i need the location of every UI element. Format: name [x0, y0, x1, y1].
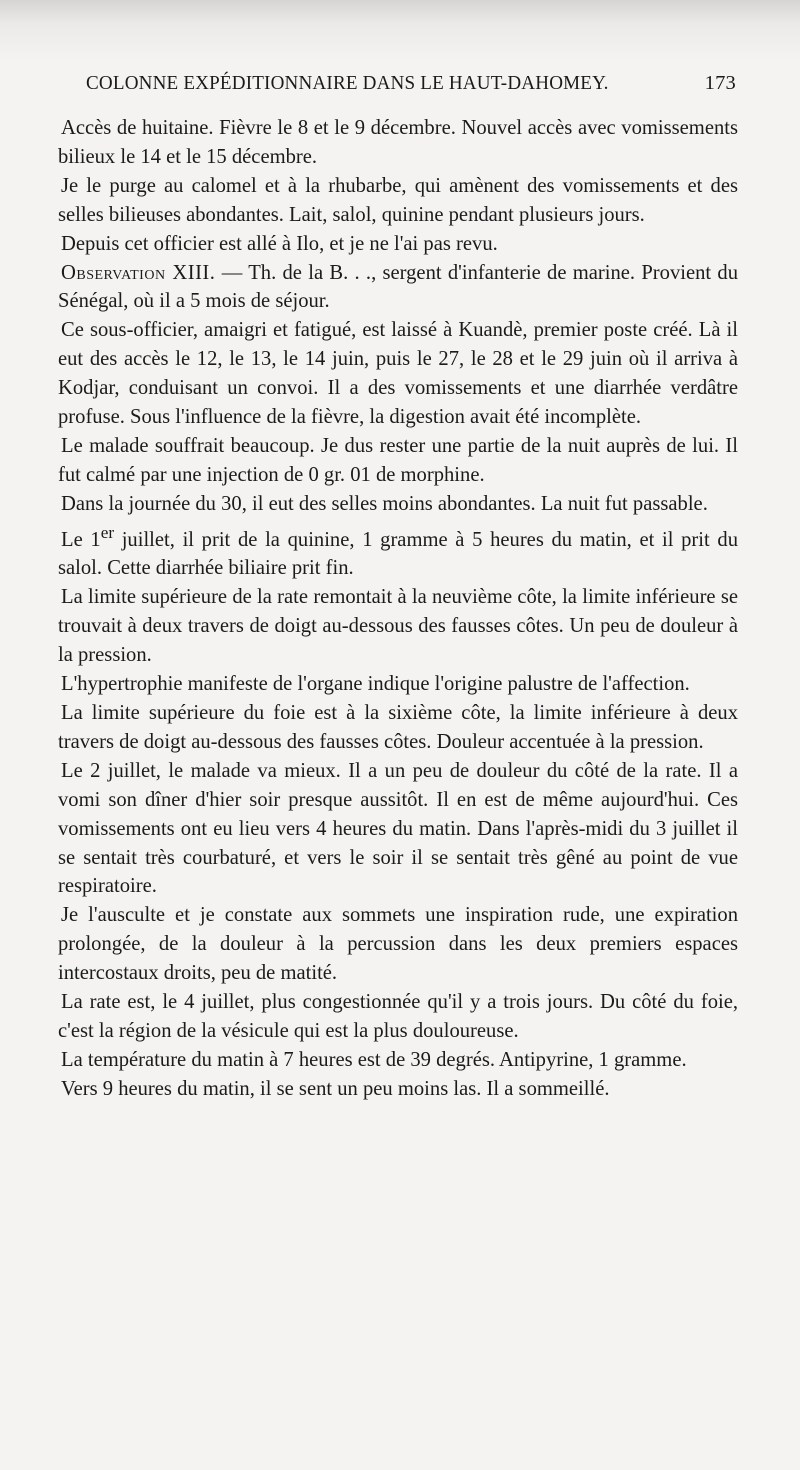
- paragraph-11: La limite supérieure du foie est à la sixième côte, la limite inférieure à deux travers de doigt au-dessous des fausses côtes. Douleur accentuée à la pression.: [58, 701, 738, 753]
- paragraph-2: Je le purge au calomel et à la rhubarbe, qui amènent des vomissements et des selles bilieuses abondantes. Lait, salol, quinine pendant plusieurs jours.: [58, 174, 738, 226]
- paragraph-13: Je l'ausculte et je constate aux sommets une inspiration rude, une expiration prolongée, de la douleur à la percussion dans les deux premiers espaces intercostaux droits, peu de matité.: [58, 904, 738, 985]
- paragraph-4: [58, 259, 738, 317]
- paragraph-10: L'hypertrophie manifeste de l'organe indique l'origine palustre de l'affection.: [61, 673, 690, 696]
- date-first-superscript: er: [100, 522, 115, 542]
- observation-text: — Th. de la B. . ., sergent d'infanterie de marine. Provient du Sénégal, où il a 5 mois de séjour.: [58, 261, 738, 313]
- paragraph-7: Dans la journée du 30, il eut des selles moins abondantes. La nuit fut passable.: [61, 492, 708, 515]
- running-head: [86, 72, 736, 104]
- running-title: COLONNE EXPÉDITIONNAIRE DANS LE HAUT-DAHOMEY.: [86, 72, 609, 94]
- paragraph-1: Accès de huitaine. Fièvre le 8 et le 9 décembre. Nouvel accès avec vomissements bilieux le 14 et le 15 décembre.: [58, 117, 738, 168]
- date-first: Le 1: [61, 528, 101, 551]
- paragraph-3: Depuis cet officier est allé à Ilo, et je ne l'ai pas revu.: [61, 232, 498, 255]
- date-first-text: juillet, il prit de la quinine, 1 gramme à 5 heures du matin, et il prit du salol. Cette diarrhée biliaire prit fin.: [58, 528, 738, 580]
- paragraph-16: Vers 9 heures du matin, il se sent un peu moins las. Il a sommeillé.: [61, 1077, 610, 1100]
- page-number: 173: [704, 72, 736, 94]
- paragraph-5: Ce sous-officier, amaigri et fatigué, est laissé à Kuandè, premier poste créé. Là il eut des accès le 12, le 13, le 14 juin, puis le 27, le 28 et le 29 juin où il arriva à Kodjar, conduisant un convoi. Il a des vomissements et une diarrhée verdâtre profuse. Sous l'influence de la fièvre, la digestion avait été incomplète.: [58, 319, 738, 429]
- paragraph-15: La température du matin à 7 heures est de 39 degrés. Antipyrine, 1 gramme.: [61, 1048, 687, 1071]
- paragraph-6: Le malade souffrait beaucoup. Je dus rester une partie de la nuit auprès de lui. Il fut calmé par une injection de 0 gr. 01 de morphine.: [58, 434, 738, 486]
- body-text: [58, 114, 738, 1104]
- paragraph-12: Le 2 juillet, le malade va mieux. Il a un peu de douleur du côté de la rate. Il a vomi son dîner d'hier soir presque aussitôt. Il en est de même aujourd'hui. Ces vomissements ont eu lieu vers 4 heures du matin. Dans l'après-midi du 3 juillet il se sentait très courbaturé, et vers le soir il se sentait très gêné au point de vue respiratoire.: [58, 759, 738, 898]
- paragraph-8: [58, 519, 738, 584]
- paragraph-9: La limite supérieure de la rate remontait à la neuvième côte, la limite inférieure se trouvait à deux travers de doigt au-dessous des fausses côtes. Un peu de douleur à la pression.: [58, 586, 738, 667]
- observation-label: Observation XIII.: [61, 261, 216, 284]
- paragraph-14: La rate est, le 4 juillet, plus congestionnée qu'il y a trois jours. Du côté du foie, c'est la région de la vésicule qui est la plus douloureuse.: [58, 991, 738, 1042]
